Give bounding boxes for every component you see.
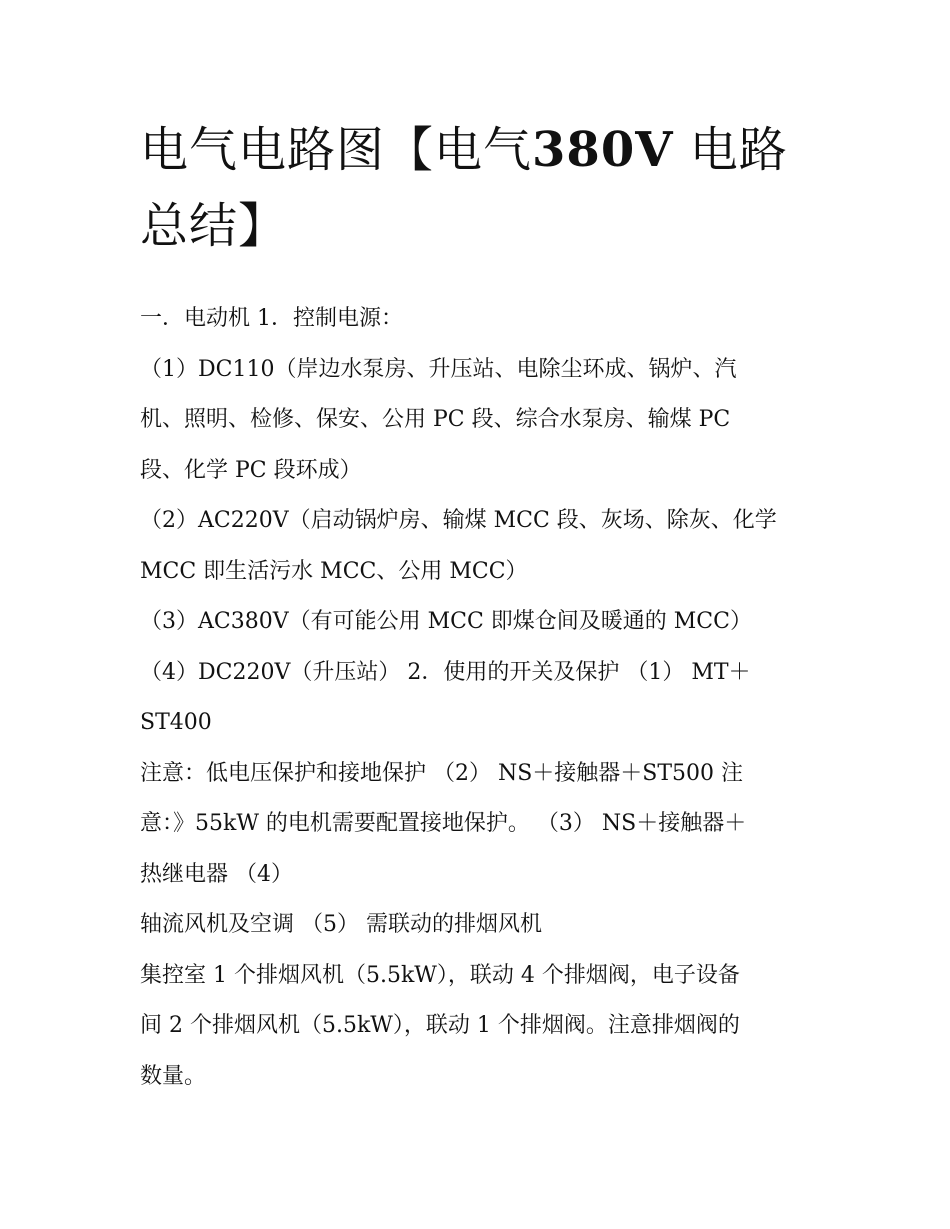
text-line: MCC 即生活污水 MCC、公用 MCC） — [140, 558, 528, 584]
text-line: 注意：低电压保护和接地保护 （2） NS＋接触器＋ST500 注 — [140, 760, 744, 786]
title-part-3: 电路 — [689, 122, 788, 178]
text-line: （2）AC220V（启动锅炉房、输煤 MCC 段、灰场、除灰、化学 — [140, 508, 777, 533]
text-line: 一．电动机 1．控制电源： — [140, 306, 403, 331]
text-line: 热继电器 （4） — [140, 861, 293, 887]
title-voltage: 380V — [532, 122, 674, 178]
text-line: （4）DC220V（升压站） 2．使用的开关及保护 （1） MT＋ — [140, 659, 751, 685]
text-line: 机、照明、检修、保安、公用 PC 段、综合水泵房、输煤 PC — [140, 407, 731, 432]
text-line: 意：》55kW 的电机需要配置接地保护。 （3） NS＋接触器＋ — [140, 811, 747, 836]
title-part-1: 电气电路图【电气 — [140, 122, 533, 178]
text-line: （1）DC110（岸边水泵房、升压站、电除尘环成、锅炉、汽 — [140, 356, 737, 382]
text-line: 轴流风机及空调 （5） 需联动的排烟风机 — [140, 912, 542, 937]
document-title — [140, 112, 820, 264]
text-line: 集控室 1 个排烟风机（5.5kW），联动 4 个排烟阀，电子设备 — [140, 962, 740, 988]
text-line: 间 2 个排烟风机（5.5kW），联动 1 个排烟阀。注意排烟阀的 — [140, 1013, 740, 1038]
document-body — [140, 294, 820, 1102]
text-line: 段、化学 PC 段环成） — [140, 457, 362, 483]
text-line: ST400 — [140, 710, 212, 735]
title-line-2: 总结】 — [140, 198, 288, 254]
text-line: （3）AC380V（有可能公用 MCC 即煤仓间及暖通的 MCC） — [140, 609, 752, 634]
document-page — [140, 112, 820, 1102]
text-line: 数量。 — [140, 1063, 207, 1089]
